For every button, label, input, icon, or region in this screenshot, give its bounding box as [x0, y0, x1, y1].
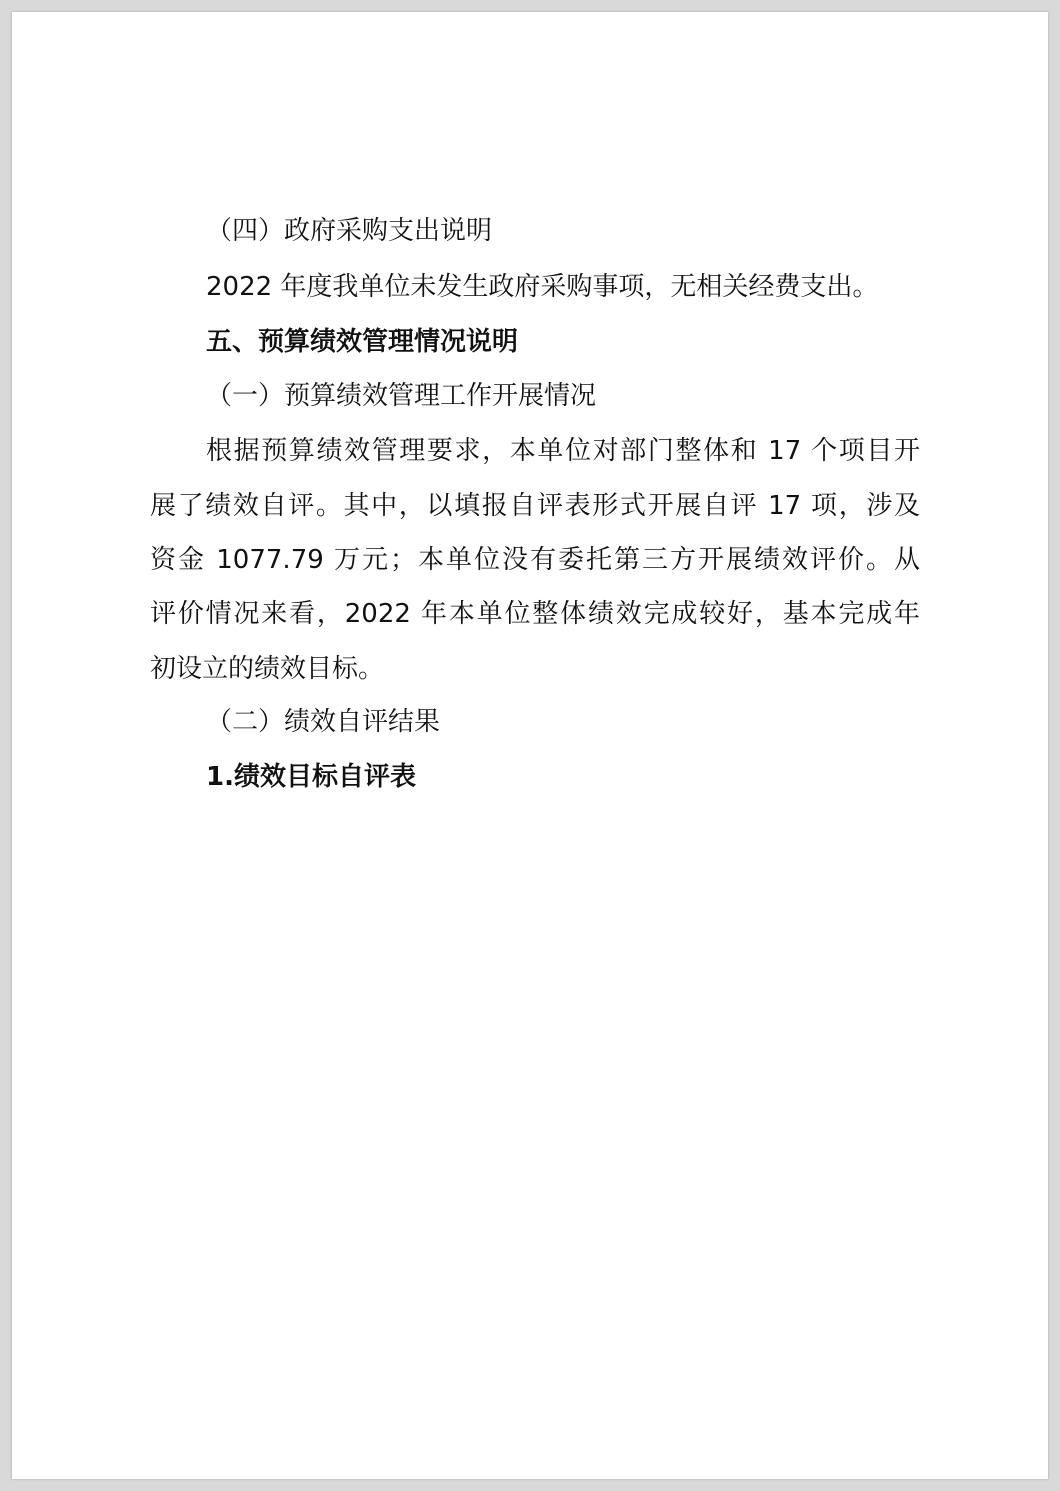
heading-government-procurement: （四）政府采购支出说明 — [206, 216, 493, 246]
paragraph-line-2: 展了绩效自评。其中，以填报自评表形式开展自评 17 项，涉及 — [150, 491, 920, 521]
document-page — [12, 12, 1048, 1479]
item-1-title: 1.绩效目标自评表 — [206, 762, 416, 792]
paragraph-line-4: 评价情况来看，2022 年本单位整体绩效完成较好，基本完成年 — [150, 599, 920, 629]
subheading-performance-work: （一）预算绩效管理工作开展情况 — [206, 381, 597, 411]
subheading-self-evaluation-results: （二）绩效自评结果 — [206, 707, 441, 737]
paragraph-line-5: 初设立的绩效目标。 — [150, 654, 385, 684]
section-5-title: 五、预算绩效管理情况说明 — [206, 327, 519, 357]
paragraph-line-1: 根据预算绩效管理要求，本单位对部门整体和 17 个项目开 — [206, 436, 920, 466]
paragraph-line-3: 资金 1077.79 万元；本单位没有委托第三方开展绩效评价。从 — [150, 545, 920, 575]
procurement-text: 2022 年度我单位未发生政府采购事项，无相关经费支出。 — [206, 272, 879, 302]
